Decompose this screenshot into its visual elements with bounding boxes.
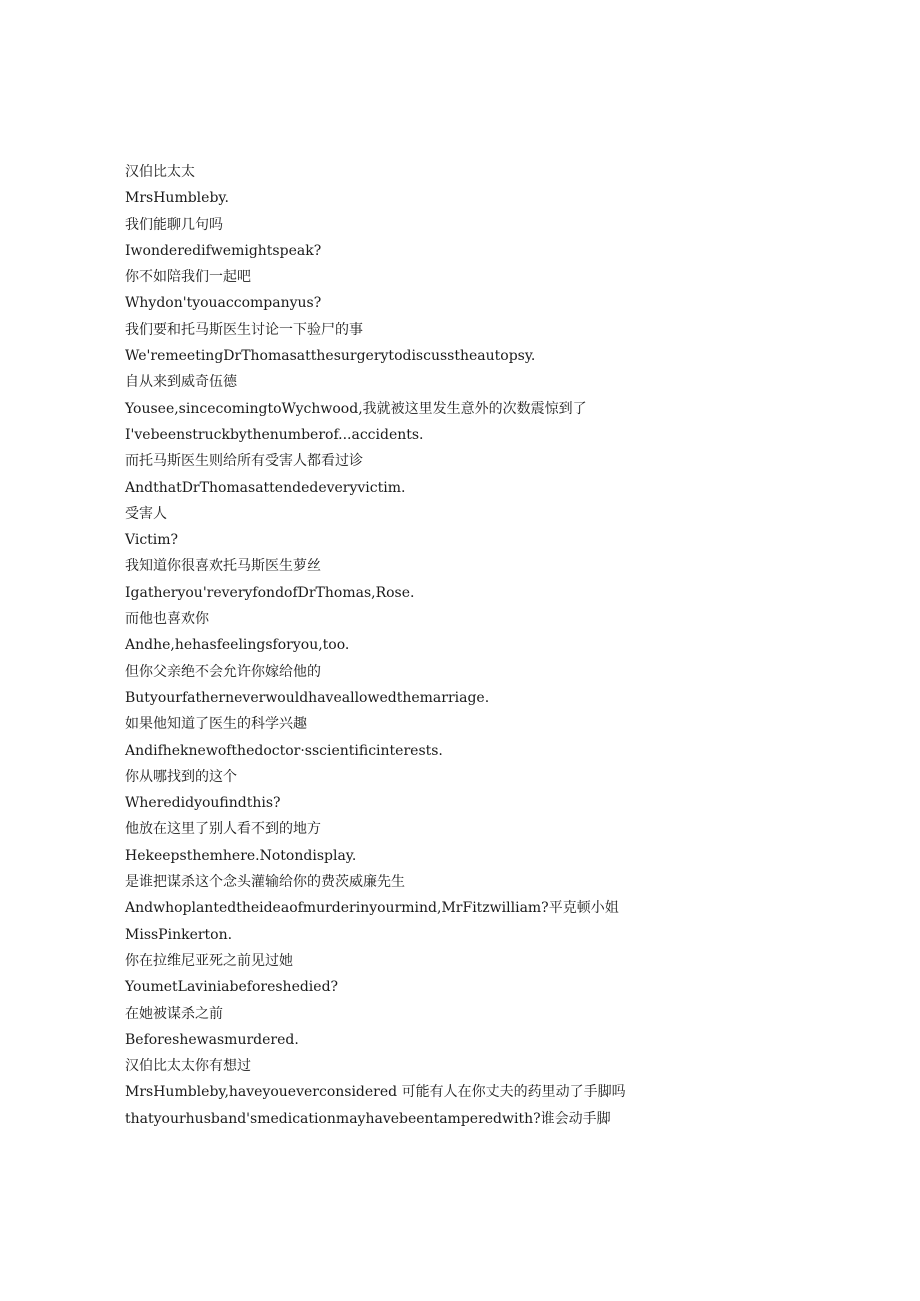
transcript-line: Whydon'tyouaccompanyus?: [125, 295, 322, 312]
transcript-line: Hekeepsthemhere.Notondisplay.: [125, 847, 357, 864]
transcript-line: 我们能聊几句吗: [125, 216, 223, 233]
transcript-line: YoumetLaviniabeforeshedied?: [125, 979, 339, 996]
transcript-line: 但你父亲绝不会允许你嫁给他的: [125, 663, 321, 680]
transcript-line: 而托马斯医生则给所有受害人都看过诊: [125, 453, 363, 470]
transcript-line: MrsHumbleby,haveyoueverconsidered 可能有人在你丈夫的药里动了手脚吗: [125, 1084, 626, 1101]
transcript-line: We'remeetingDrThomasatthesurgerytodiscusstheautopsy.: [125, 348, 536, 365]
transcript-line: Beforeshewasmurdered.: [125, 1031, 299, 1048]
transcript-line: Andifheknewofthedoctor·sscientificinterests.: [125, 742, 443, 759]
transcript-line: 你不如陪我们一起吧: [125, 269, 251, 286]
transcript-line: 如果他知道了医生的科学兴趣: [125, 716, 307, 733]
transcript-line: Victim?: [125, 532, 179, 549]
transcript-line: MissPinkerton.: [125, 926, 233, 943]
transcript-line: Wheredidyoufindthis?: [125, 795, 281, 812]
transcript-line: 受害人: [125, 505, 167, 522]
transcript-line: Andhe,hehasfeelingsforyou,too.: [125, 637, 350, 654]
transcript-line: 汉伯比太太你有想过: [125, 1058, 251, 1075]
transcript-line: 你在拉维尼亚死之前见过她: [125, 952, 293, 969]
transcript-line: 而他也喜欢你: [125, 611, 209, 628]
transcript-line: 是谁把谋杀这个念头灌输给你的费茨威廉先生: [125, 874, 405, 891]
transcript-line: Andwhoplantedtheideaofmurderinyourmind,MrFitzwilliam?平克顿小姐: [125, 900, 619, 917]
transcript-line: 我们要和托马斯医生讨论一下验尸的事: [125, 321, 363, 338]
transcript-lines: [125, 159, 865, 1132]
transcript-line: Yousee,sincecomingtoWychwood,我就被这里发生意外的次数震惊到了: [125, 400, 587, 417]
transcript-line: AndthatDrThomasattendedeveryvictim.: [125, 479, 406, 496]
transcript-line: 我知道你很喜欢托马斯医生萝丝: [125, 558, 321, 575]
transcript-line: 在她被谋杀之前: [125, 1005, 223, 1022]
transcript-line: Iwonderedifwemightspeak?: [125, 242, 322, 259]
transcript-line: 汉伯比太太: [125, 164, 195, 180]
transcript-line: 自从来到威奇伍德: [125, 374, 237, 391]
transcript-line: I'vebeenstruckbythenumberof...accidents.: [125, 426, 424, 443]
transcript-line: 你从哪找到的这个: [125, 768, 237, 785]
transcript-line: MrsHumbleby.: [125, 190, 229, 207]
transcript-line: Igatheryou'reveryfondofDrThomas,Rose.: [125, 584, 415, 601]
transcript-line: Butyourfatherneverwouldhaveallowedthemarriage.: [125, 689, 490, 706]
transcript-line: 他放在这里了别人看不到的地方: [125, 821, 321, 838]
transcript-line: thatyourhusband'smedicationmayhavebeentamperedwith?谁会动手脚: [125, 1110, 611, 1127]
